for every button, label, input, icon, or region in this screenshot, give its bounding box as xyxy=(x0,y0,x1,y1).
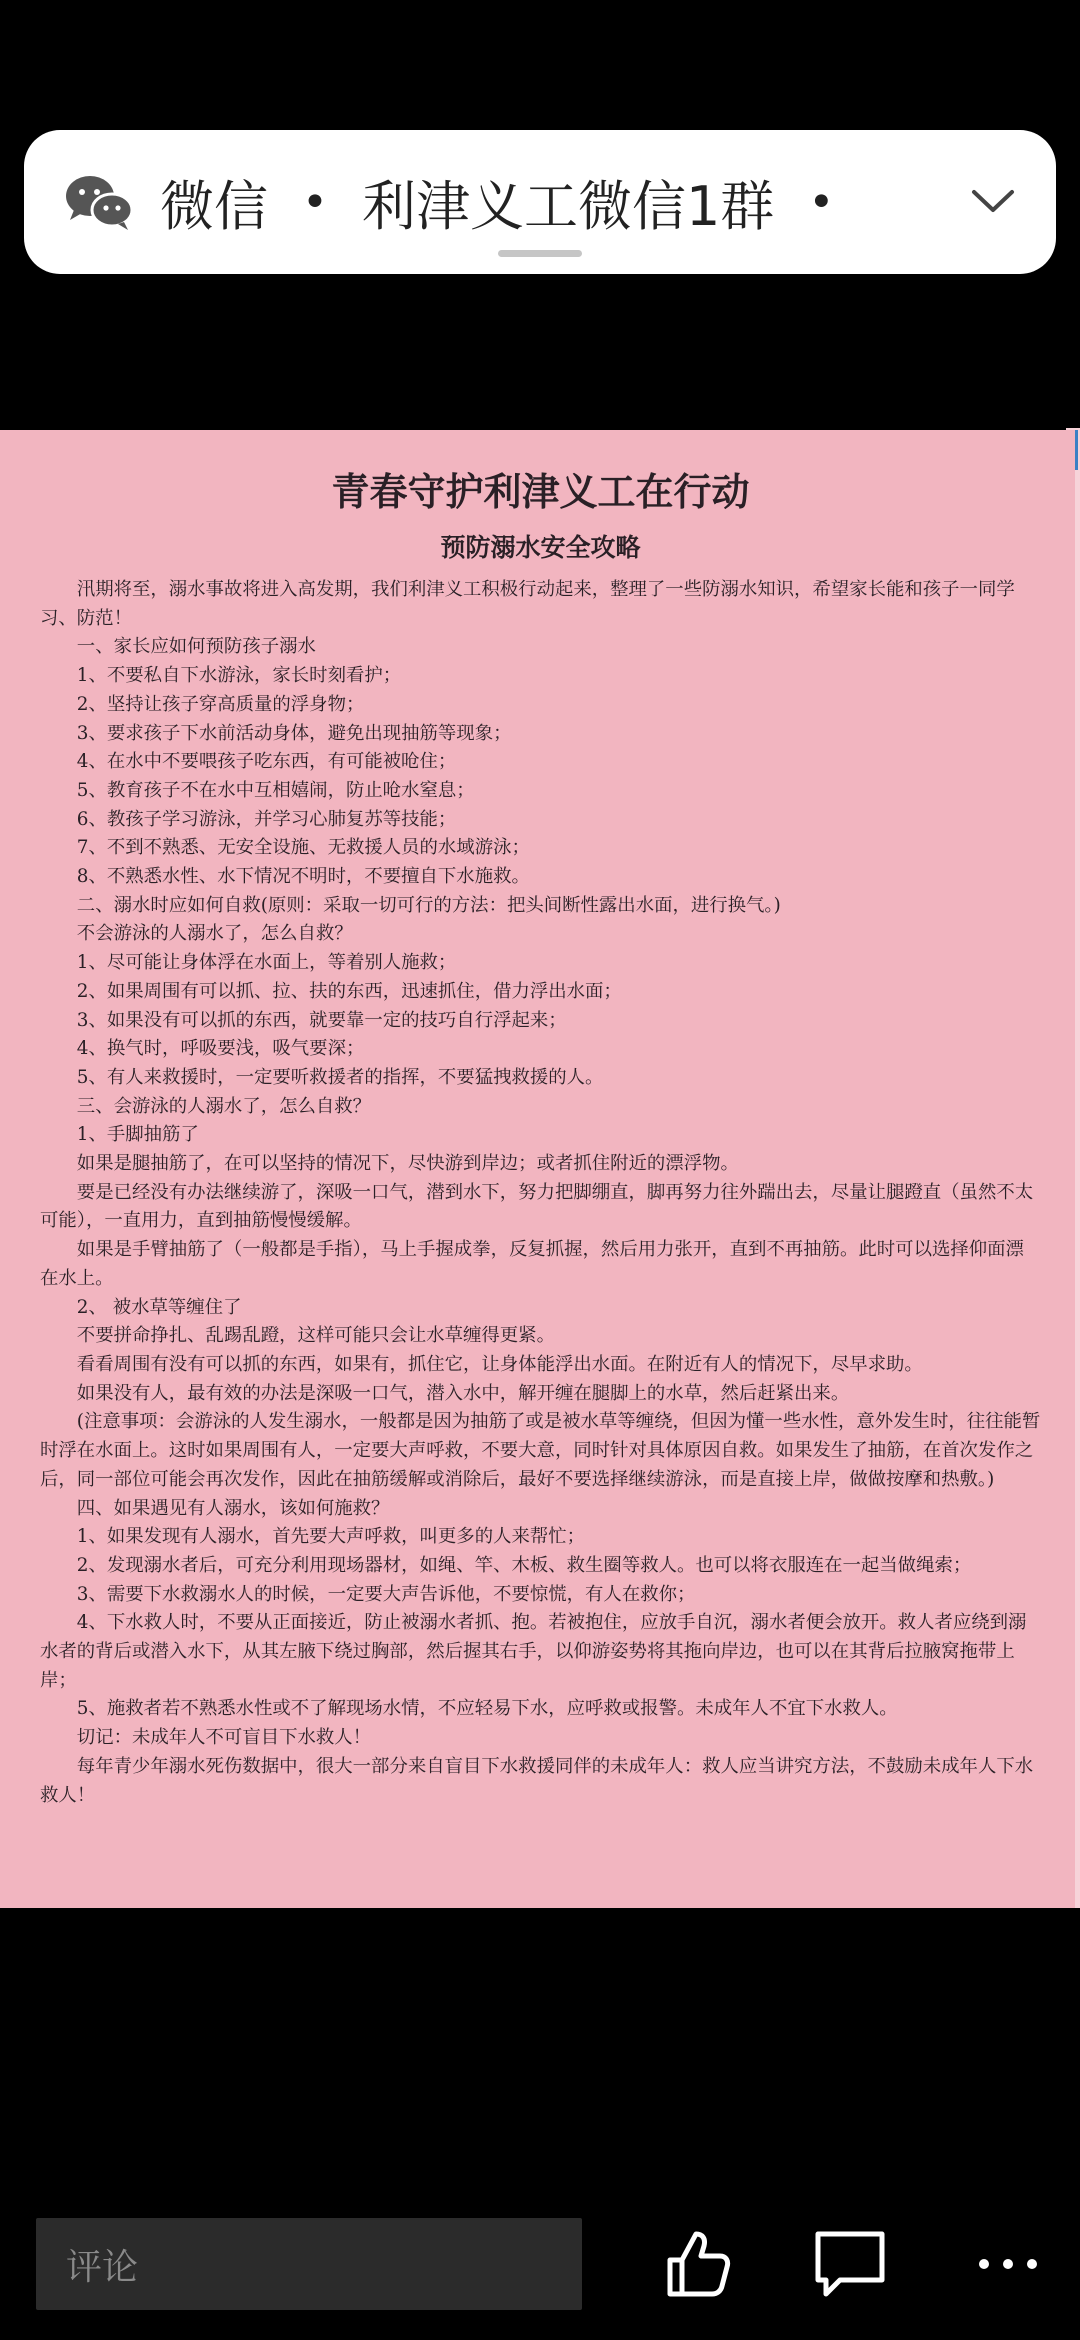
document-paragraph: 四、如果遇见有人溺水，该如何施救？ xyxy=(76,1497,390,1519)
document-paragraph: 汛期将至，溺水事故将进入高发期，我们利津义工积极行动起来，整理了一些防溺水知识，希望家长能和孩子一同学习、防范！ xyxy=(40,579,1015,629)
document-paragraph: 一、家长应如何预防孩子溺水 xyxy=(76,636,316,658)
document-paragraph: 3、要求孩子下水前活动身体，避免出现抽筋等现象； xyxy=(76,722,512,744)
document-paragraph: 3、如果没有可以抓的东西，就要靠一定的技巧自行浮起来； xyxy=(76,1009,567,1031)
document-paragraph: 4、换气时，呼吸要浅，吸气要深； xyxy=(76,1038,365,1060)
document-paragraph: 1、如果发现有人溺水，首先要大声呼救，叫更多的人来帮忙； xyxy=(76,1526,586,1548)
separator-dot: • xyxy=(302,176,328,228)
document-paragraph: 切记：未成年人不可盲目下水救人！ xyxy=(76,1727,372,1749)
document-paragraph: (注意事项：会游泳的人发生溺水，一般都是因为抽筋了或是被水草等缠绕，但因为懂一些水性，意外发生时，往往能暂时浮在水面上。这时如果周围有人，一定要大声呼救，不要大意，同时针对具体原因自救。如果发生了抽筋，在首次发作之后，同一部位可能会再次发作，因此在抽筋缓解或消除后，最好不要选择继续游泳，而是直接上岸，做做按摩和热敷。) xyxy=(40,1411,1041,1490)
document-paragraph: 如果是手臂抽筋了（一般都是手指），马上手握成拳，反复抓握，然后用力张开，直到不再抽筋。此时可以选择仰面漂在水上。 xyxy=(40,1239,1024,1289)
document-paragraph: 不会游泳的人溺水了，怎么自救？ xyxy=(76,923,353,945)
wechat-icon xyxy=(64,172,134,232)
document-paragraph: 如果没有人，最有效的办法是深吸一口气，潜入水中，解开缠在腿脚上的水草，然后赶紧出来。 xyxy=(76,1382,850,1404)
document-subtitle: 预防溺水安全攻略 xyxy=(440,533,641,562)
document-paragraph: 4、在水中不要喂孩子吃东西，有可能被呛住； xyxy=(76,751,457,773)
document-title: 青春守护利津义工在行动 xyxy=(331,469,750,514)
document-paragraph: 看看周围有没有可以抓的东西，如果有，抓住它，让身体能浮出水面。在附近有人的情况下，尽早求助。 xyxy=(76,1353,923,1375)
document-paragraph: 7、不到不熟悉、无安全设施、无救援人员的水域游泳； xyxy=(76,837,530,859)
document-paragraph: 2、坚持让孩子穿高质量的浮身物； xyxy=(76,693,365,715)
chat-source-pill[interactable] xyxy=(24,130,1056,274)
document-paragraph: 5、教育孩子不在水中互相嬉闹，防止呛水窒息； xyxy=(76,779,475,801)
more-icon[interactable] xyxy=(968,2224,1048,2304)
comment-icon[interactable] xyxy=(810,2224,890,2304)
document-paragraph: 8、不熟悉水性、水下情况不明时，不要擅自下水施救。 xyxy=(76,866,530,888)
document-paragraph: 5、有人来救援时，一定要听救援者的指挥，不要猛拽救援的人。 xyxy=(76,1066,604,1088)
document-paragraph: 1、尽可能让身体浮在水面上，等着别人施救； xyxy=(76,952,457,974)
document-paragraph: 3、需要下水救溺水人的时候，一定要大声告诉他，不要惊慌，有人在救你； xyxy=(76,1583,696,1605)
document-paragraph: 4、下水救人时，不要从正面接近，防止被溺水者抓、抱。若被抱住，应放手自沉，溺水者便会放开。救人者应绕到溺水者的背后或潜入水下，从其左腋下绕过胸部，然后握其右手，以仰游姿势将其拖向岸边，也可以在其背后拉腋窝拖带上岸； xyxy=(40,1612,1027,1691)
document-paragraph: 不要拼命挣扎、乱踢乱蹬，这样可能只会让水草缠得更紧。 xyxy=(76,1325,555,1347)
document-paragraph: 二、溺水时应如何自救(原则：采取一切可行的方法：把头间断性露出水面，进行换气。) xyxy=(76,894,781,916)
thumbs-up-icon[interactable] xyxy=(656,2224,736,2304)
document-body xyxy=(40,576,1041,1810)
document-paragraph: 2、如果周围有可以抓、拉、扶的东西，迅速抓住，借力浮出水面； xyxy=(76,980,622,1002)
document-paragraph: 2、 被水草等缠住了 xyxy=(76,1296,242,1318)
document-paragraph: 1、手脚抽筋了 xyxy=(76,1124,199,1146)
document-photo xyxy=(0,430,1075,1908)
chevron-down-icon[interactable] xyxy=(968,176,1018,226)
separator-dot-2: • xyxy=(808,176,835,228)
document-paragraph: 三、会游泳的人溺水了，怎么自救？ xyxy=(76,1095,372,1117)
document-paragraph: 6、教孩子学习游泳，并学习心肺复苏等技能； xyxy=(76,808,457,830)
document-paragraph: 2、发现溺水者后，可充分利用现场器材，如绳、竿、木板、救生圈等救人。也可以将衣服连在一起当做绳索； xyxy=(76,1554,972,1576)
group-name: 利津义工微信1群 xyxy=(361,174,775,238)
document-paragraph: 5、施救者若不熟悉水性或不了解现场水情，不应轻易下水，应呼救或报警。未成年人不宜下水救人。 xyxy=(76,1698,898,1720)
comment-placeholder: 评论 xyxy=(66,2246,139,2288)
comment-input[interactable] xyxy=(36,2218,582,2310)
bottom-bar xyxy=(0,2200,1080,2340)
document-paragraph: 如果是腿抽筋了，在可以坚持的情况下，尽快游到岸边；或者抓住附近的漂浮物。 xyxy=(76,1153,739,1175)
document-paragraph: 1、不要私自下水游泳，家长时刻看护； xyxy=(76,665,402,687)
app-name: 微信 xyxy=(160,174,268,238)
document-paragraph: 每年青少年溺水死伤数据中，很大一部分来自盲目下水救援同伴的未成年人：救人应当讲究方法，不鼓励未成年人下水救人！ xyxy=(40,1755,1034,1806)
drag-handle[interactable] xyxy=(498,250,582,257)
document-paragraph: 要是已经没有办法继续游了，深吸一口气，潜到水下，努力把脚绷直，脚再努力往外踹出去，尽量让腿蹬直（虽然不太可能），一直用力，直到抽筋慢慢缓解。 xyxy=(40,1181,1034,1232)
